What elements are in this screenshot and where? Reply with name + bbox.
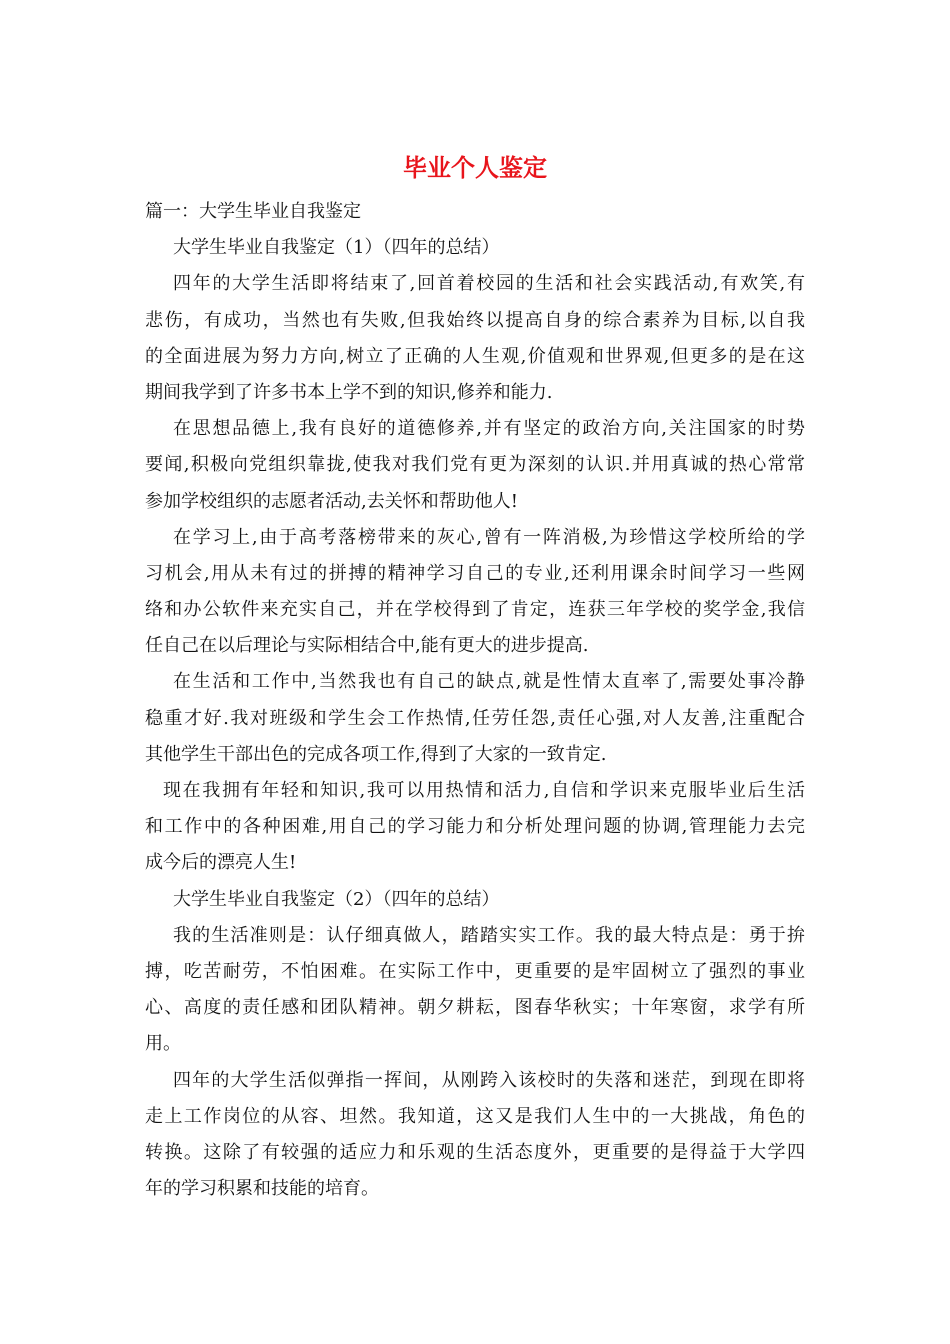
paragraph-line: 我的生活准则是：认仔细真做人，踏踏实实工作。我的最大特点是：勇于拚: [173, 924, 805, 946]
paragraph-line: 任自己在以后理论与实际相结合中,能有更大的进步提高.: [145, 635, 589, 657]
paragraph-line: 习机会,用从未有过的拼搏的精神学习自己的专业,还利用课余时间学习一些网: [145, 562, 805, 584]
document-body: [145, 194, 805, 1207]
section-heading: 篇一：大学生毕业自我鉴定: [145, 201, 361, 222]
paragraph-line: 四年的大学生活似弹指一挥间，从刚跨入该校时的失落和迷茫，到现在即将: [173, 1069, 805, 1091]
paragraph-line: 搏，吃苦耐劳，不怕困难。在实际工作中，更重要的是牢固树立了强烈的事业: [145, 960, 805, 982]
paragraph-line: 参加学校组织的志愿者活动,去关怀和帮助他人!: [145, 490, 518, 512]
paragraph-line: 走上工作岗位的从容、坦然。我知道，这又是我们人生中的一大挑战，角色的: [145, 1105, 805, 1127]
paragraph-line: 转换。这除了有较强的适应力和乐观的生活态度外，更重要的是得益于大学四: [145, 1141, 805, 1163]
paragraph-line: 稳重才好.我对班级和学生会工作热情,任劳任怨,责任心强,对人友善,注重配合: [145, 707, 805, 729]
paragraph-line: 成今后的漂亮人生!: [145, 852, 297, 874]
subsection-heading: 大学生毕业自我鉴定（2）（四年的总结）: [173, 888, 500, 910]
paragraph-line: 心、高度的责任感和团队精神。朝夕耕耘，图春华秋实；十年寒窗，求学有所: [145, 997, 805, 1019]
subsection-heading: 大学生毕业自我鉴定（1）（四年的总结）: [173, 237, 500, 259]
paragraph-line: 用。: [145, 1033, 181, 1055]
paragraph-line: 的全面进展为努力方向,树立了正确的人生观,价值观和世界观,但更多的是在这: [145, 345, 805, 367]
document-title: 毕业个人鉴定: [403, 153, 547, 182]
paragraph-line: 其他学生干部出色的完成各项工作,得到了大家的一致肯定.: [145, 743, 607, 765]
paragraph-line: 在思想品德上,我有良好的道德修养,并有坚定的政治方向,关注国家的时势: [173, 418, 805, 440]
paragraph-line: 年的学习积累和技能的培育。: [145, 1178, 379, 1200]
paragraph-line: 在生活和工作中,当然我也有自己的缺点,就是性情太直率了,需要处事冷静: [173, 671, 805, 693]
paragraph-line: 络和办公软件来充实自己，并在学校得到了肯定，连获三年学校的奖学金,我信: [145, 599, 805, 621]
paragraph-line: 现在我拥有年轻和知识,我可以用热情和活力,自信和学识来克服毕业后生活: [163, 780, 805, 801]
paragraph-line: 期间我学到了许多书本上学不到的知识,修养和能力.: [145, 381, 553, 403]
paragraph-line: 悲伤，有成功，当然也有失败,但我始终以提高自身的综合素养为目标,以自我: [145, 309, 805, 331]
paragraph-line: 四年的大学生活即将结束了,回首着校园的生活和社会实践活动,有欢笑,有: [173, 273, 805, 295]
paragraph-line: 和工作中的各种困难,用自己的学习能力和分析处理问题的协调,管理能力去完: [145, 816, 805, 838]
paragraph-line: 在学习上,由于高考落榜带来的灰心,曾有一阵消极,为珍惜这学校所给的学: [173, 526, 805, 548]
paragraph-line: 要闻,积极向党组织靠拢,使我对我们党有更为深刻的认识.并用真诚的热心常常: [145, 454, 805, 476]
